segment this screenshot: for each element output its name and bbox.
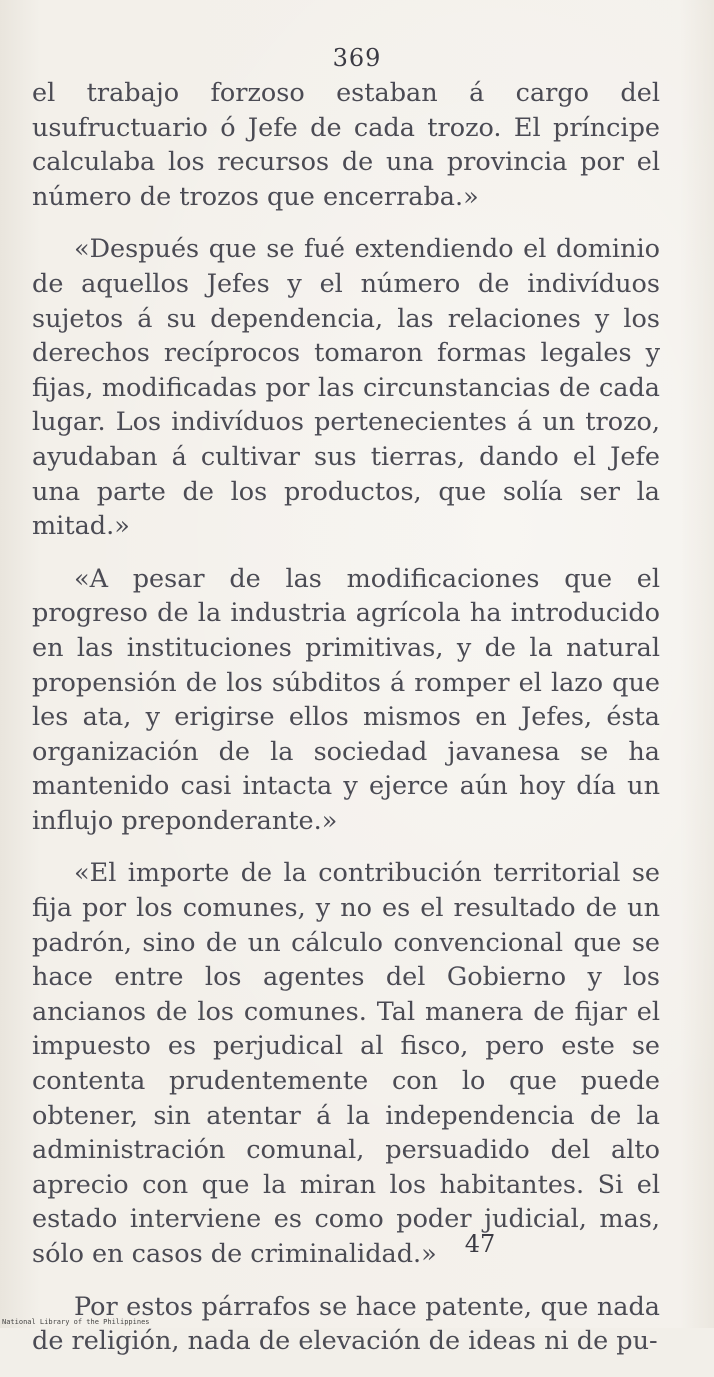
paragraph-continuation: el trabajo forzoso estaban á cargo del usufructuario ó Jefe de cada trozo. El príncipe calculaba los recursos de una provincia por el número de trozos que encerraba.» <box>32 78 660 212</box>
paragraph-dominio: «Después que se fué extendiendo el dominio de aquellos Jefes y el número de indivíduos sujetos á su dependencia, las relaciones y los derechos recíprocos tomaron formas legales y fijas, modificadas por las circunstancias de cada lugar. Los indivíduos pertenecientes á un trozo, ayudaban á cultivar sus tierras, dando el Jefe una parte de los productos, que solía ser la mitad.» <box>32 234 660 542</box>
paragraph-modificaciones: «A pesar de las modificaciones que el progreso de la industria agrícola ha introducido en las instituciones primitivas, y de la natural propensión de los súbditos á romper el lazo que les ata, y erigirse ellos mismos en Jefes, ésta organización de la sociedad javanesa se ha mantenido casi intacta y ejerce aún hoy día un influjo preponderante.» <box>32 563 660 836</box>
library-footer: National Library of the Philippines <box>2 1318 150 1326</box>
paragraph-contribucion: «El importe de la contribución territorial se fija por los comunes, y no es el resultado de un padrón, sino de un cálculo convencional que se hace entre los agentes del Gobierno y los ancianos de los comunes. Tal manera de fijar el impuesto es perjudical al fisco, pero este se contenta prudentemente con lo que puede obtener, sin atentar á la independencia de la administración comunal, persuadido del alto aprecio con que la miran los habitantes. Si el estado interviene es como poder judicial, mas, sólo en casos de criminalidad.» <box>32 858 660 1269</box>
page-number: 369 <box>332 44 382 72</box>
paragraph-conclusion: Por estos párrafos se hace patente, que nada de religión, nada de elevación de ideas ni de pu- <box>32 1291 660 1357</box>
body-text <box>32 76 660 1377</box>
printer-signature-mark: 47 <box>464 1230 496 1258</box>
